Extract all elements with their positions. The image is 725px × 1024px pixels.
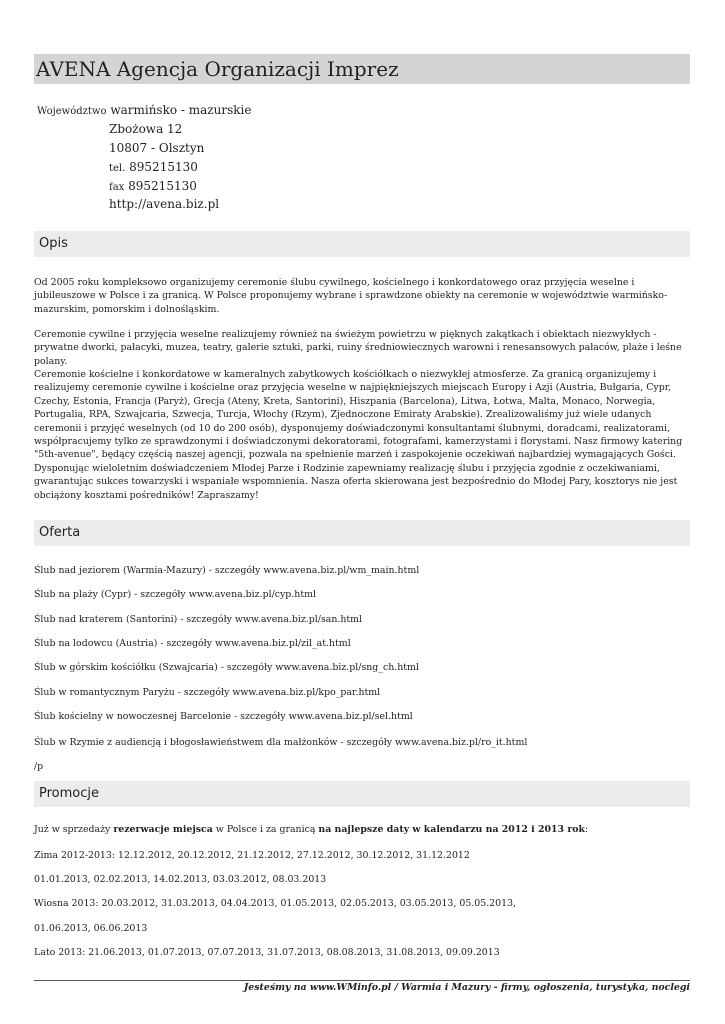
phone-line [109,158,198,178]
section-heading-promocje: Promocje [34,781,690,807]
region-value: warmińsko - mazurskie [110,103,252,117]
promo-dates-line: Zima 2012-2013: 12.12.2012, 20.12.2012, 21.12.2012, 27.12.2012, 30.12.2012, 31.12.2012 [34,850,470,861]
footer-divider [34,980,690,981]
phone-value: 895215130 [129,160,198,174]
opis-paragraph-2: Ceremonie cywilne i przyjęcia weselne realizujemy również na świeżym powietrzu w pięknych zakątkach i obiektach niezwykłych - prywatne dworki, pałacyki, muzea, teatry, galerie sztuki, parki, ruiny średniowiecznych warowni i renesansowych pałaców, plaże i leśne polany. [34,329,682,367]
phone-label: tel. [109,163,126,174]
promo-dates-line: Wiosna 2013: 20.03.2012, 31.03.2013, 04.04.2013, 01.05.2013, 02.05.2013, 03.05.2013, 05.05.2013, [34,898,517,909]
street-address: Zbożowa 12 [109,122,183,136]
offer-item: Ślub w romantycznym Paryżu - szczegóły www.avena.biz.pl/kpo_par.html [34,687,381,698]
offer-item: Ślub kościelny w nowoczesnej Barcelonie - szczegóły www.avena.biz.pl/sel.html [34,711,413,722]
offer-item: Ślub nad kraterem (Santorini) - szczegóły www.avena.biz.pl/san.html [34,614,363,625]
region-label: Województwo [37,106,107,117]
promo-dates-line: 01.01.2013, 02.02.2013, 14.02.2013, 03.03.2012, 08.03.2013 [34,874,327,885]
promo-intro-bold: na najlepsze daty w kalendarzu na 2012 i 2013 rok [318,824,586,835]
opis-paragraph-1: Od 2005 roku kompleksowo organizujemy ceremonie ślubu cywilnego, kościelnego i konkordatowego oraz przyjęcia weselne i jubileuszowe w Polsce i za granicą. W Polsce proponujemy wybrane i sprawdzone obiekty na ceremonie w województwie warmińsko-mazurskim, pomorskim i dolnośląskim. [34,277,668,315]
fax-label: fax [109,182,125,193]
promo-intro-text: w Polsce i za granicą [212,824,319,835]
promo-intro [34,824,588,836]
offer-item: Ślub w górskim kościółku (Szwajcaria) - szczegóły www.avena.biz.pl/sng_ch.html [34,662,419,673]
offer-item: Ślub nad jeziorem (Warmia-Mazury) - szczegóły www.avena.biz.pl/wm_main.html [34,565,420,576]
region-line [37,101,251,121]
promo-intro-text: Już w sprzedaży [34,824,114,835]
section-heading-opis: Opis [34,231,690,257]
section-heading-oferta: Oferta [34,520,690,546]
promo-dates-line: Lato 2013: 21.06.2013, 01.07.2013, 07.07.2013, 31.07.2013, 08.08.2013, 31.08.2013, 09.09.2013 [34,947,500,958]
offer-trailer: /p [34,761,44,772]
offer-item: Ślub na plaży (Cypr) - szczegóły www.avena.biz.pl/cyp.html [34,589,316,600]
promo-intro-text: : [585,824,589,835]
offer-item: Ślub na lodowcu (Austria) - szczegóły www.avena.biz.pl/zil_at.html [34,638,351,649]
promo-dates-line: 01.06.2013, 06.06.2013 [34,923,148,934]
website-link[interactable]: http://avena.biz.pl [109,197,220,211]
fax-line [109,177,197,197]
opis-paragraph-3: Ceremonie kościelne i konkordatowe w kameralnych zabytkowych kościółkach o niezwykłej atmosferze. Za granicą organizujemy i realizujemy ceremonie cywilne i kościelne oraz przyjęcia weselne w najpiękniejszych miejscach Europy i Azji (Austria, Bułgaria, Cypr, Czechy, Estonia, Francja (Paryż), Grecja (Ateny, Kreta, Santorini), Hiszpania (Barcelona), Litwa, Łotwa, Malta, Monaco, Norwegia, Portugalia, RPA, Szwajcaria, Szwecja, Turcja, Włochy (Rzym), Zjednoczone Emiraty Arabskie). Zrealizowaliśmy już wiele udanych ceremonii i przyjęć weselnych (od 10 do 200 osób), dysponujemy doświadczonymi konsultantami ślubnymi, doradcami, realizatorami, współpracujemy tylko ze sprawdzonymi i doświadczonymi dekoratorami, fotografami, kamerzystami i florystami. Nasz firmowy katering "5th-avenue", będący częścią naszej agencji, pozwala na spełnienie marzeń i zaspokojenie oczekiwań najbardziej wymagających Gości. Dysponując wieloletnim doświadczeniem Młodej Parze i Rodzinie zapewniamy realizację ślubu i przyjęcia zgodnie z oczekiwaniami, gwarantując sukces towarzyski i wspaniałe wspomnienia. Nasza oferta skierowana jest bezpośrednio do Młodej Pary, kosztorys nie jest obciążony kosztami pośredników! Zapraszamy! [34,369,683,501]
promo-intro-bold: rezerwacje miejsca [113,824,213,835]
page-title: AVENA Agencja Organizacji Imprez [34,54,690,84]
fax-value: 895215130 [128,179,197,193]
offer-item: Ślub w Rzymie z audiencją i błogosławieństwem dla małżonków - szczegóły www.avena.biz.pl/ro_it.html [34,737,528,748]
city-address: 10807 - Olsztyn [109,141,205,155]
footer-link[interactable]: Jesteśmy na www.WMinfo.pl / Warmia i Mazury - firmy, ogłoszenia, turystyka, noclegi [243,982,690,993]
